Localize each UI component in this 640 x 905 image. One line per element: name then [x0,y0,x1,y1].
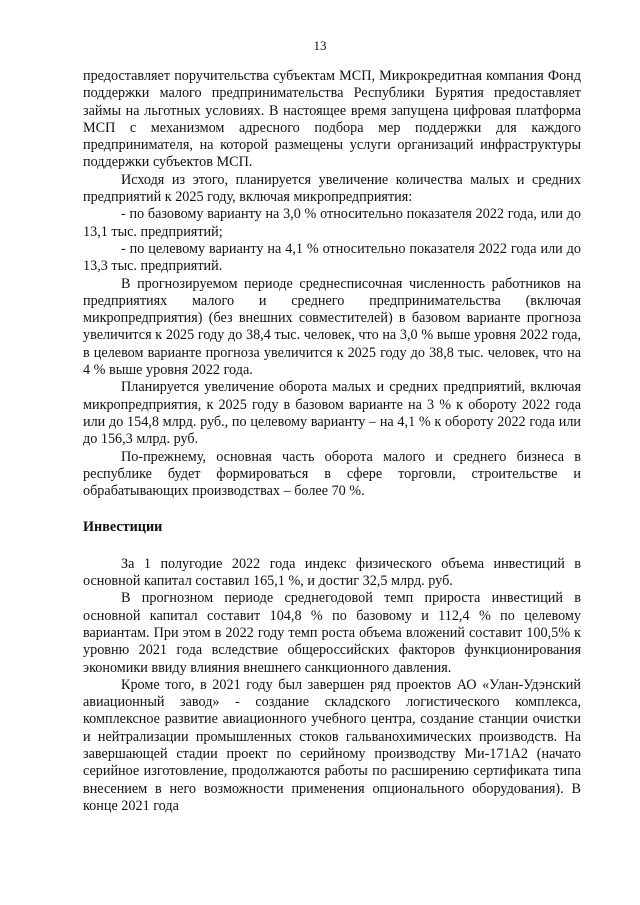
paragraph-employment: В прогнозируемом периоде среднесписочная численность работников на предприятиях малого и среднего предпринимательства (включая микропредприятия) (без внешних совместителей) в базовом варианте прогноза увеличится к 2025 году до 38,4 тыс. человек, что на 3,0 % выше уровня 2022 года, в целевом варианте прогноза увеличится к 2025 году до 38,8 тыс. человек, что на 4 % выше уровня 2022 года. [83,275,581,379]
paragraph-base-variant: - по базовому варианту на 3,0 % относительно показателя 2022 года, или до 13,1 тыс. предприятий; [83,206,581,240]
section-heading: Инвестиции [83,519,163,536]
page-number: 13 [313,38,327,53]
spacer [83,500,581,519]
paragraph-aviation-projects: Кроме того, в 2021 году был завершен ряд проектов АО «Улан-Удэнский авиационный завод» - создание складского логистического комплекса, комплексное развитие авиационного учебного центра, создание станции очистки и нейтрализации промышленных стоков гальванохимических производств. На завершающей стадии проект по серийному производству Ми-171А2 (начато серийное изготовление, продолжаются работы по расширению сертификата типа внесением в него возможности применения опционального оборудования). В конце 2021 года [83,676,581,814]
paragraph-investment-forecast: В прогнозном периоде среднегодовой темп прироста инвестиций в основной капитал составит 104,8 % по базовому и 112,4 % по целевому вариантам. При этом в 2022 году темп роста объема вложений составит 100,5% к уровню 2021 года вследствие общероссийских факторов функционирования экономики ввиду влияния внешнего санкционного давления. [83,590,581,676]
paragraph-investment-index: За 1 полугодие 2022 года индекс физического объема инвестиций в основной капитал составил 165,1 %, и достиг 32,5 млрд. руб. [83,555,581,590]
paragraph-enterprise-growth: Исходя из этого, планируется увеличение количества малых и средних предприятий к 2025 году, включая микропредприятия: [83,171,581,206]
paragraph-turnover: Планируется увеличение оборота малых и средних предприятий, включая микропредприятия, к 2025 году в базовом варианте на 3 % к обороту 2022 года или до 154,8 млрд. руб., по целевому варианту – на 4,1 % к обороту 2022 года или до 156,3 млрд. руб. [83,379,581,448]
paragraph-turnover-structure: По-прежнему, основная часть оборота малого и среднего бизнеса в республике будет формироваться в сфере торговли, строительстве и обрабатывающих производствах – более 70 %. [83,448,581,500]
paragraph-support-infrastructure: предоставляет поручительства субъектам МСП, Микрокредитная компания Фонд поддержки малого предпринимательства Республики Бурятия предоставляет займы на льготных условиях. В настоящее время запущена цифровая платформа МСП с механизмом адресного подбора мер поддержки для каждого предпринимателя, на которой размещены услуги организаций инфраструктуры поддержки субъектов МСП. [83,68,581,171]
paragraph-target-variant: - по целевому варианту на 4,1 % относительно показателя 2022 года или до 13,3 тыс. предприятий. [83,240,581,275]
document-body [83,68,581,815]
spacer [83,537,581,556]
